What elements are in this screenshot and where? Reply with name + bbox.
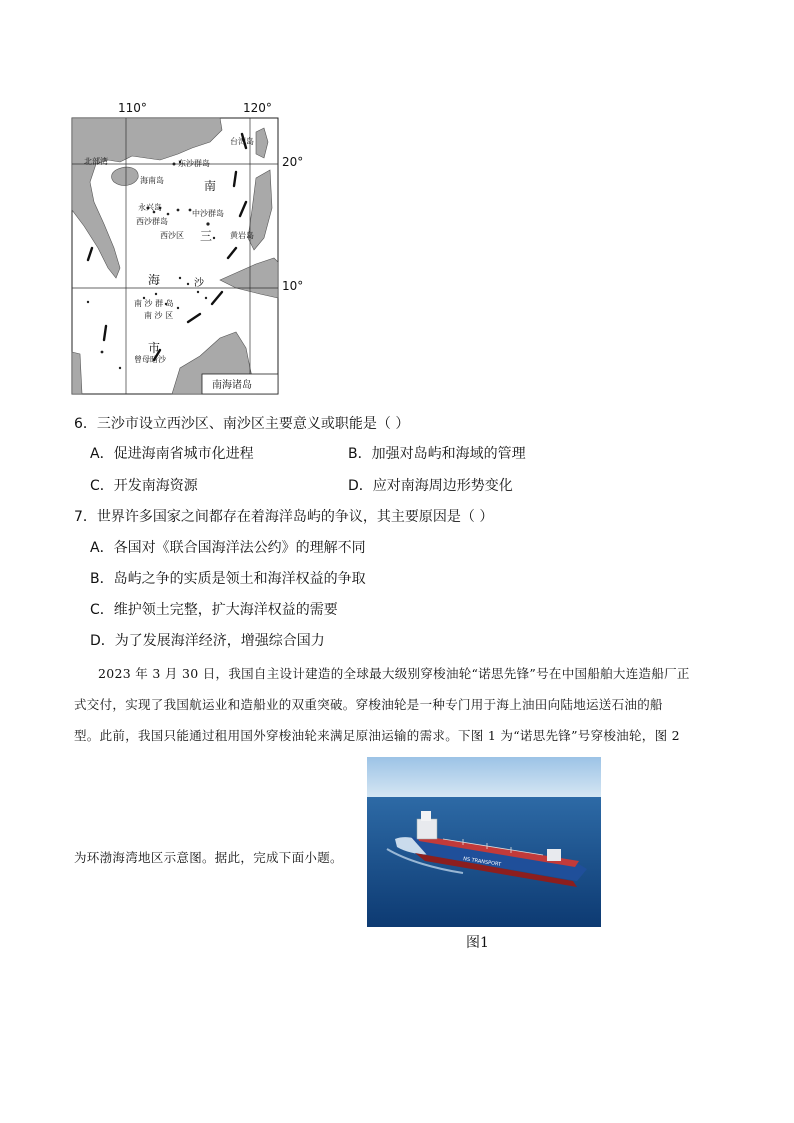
q7-option-a[interactable]: A．各国对《联合国海洋法公约》的理解不同	[90, 540, 366, 556]
q6-option-a[interactable]: A．促进海南省城市化进程	[90, 446, 254, 462]
ship-bridge	[417, 819, 437, 839]
lat-10-label: 10°	[282, 279, 304, 293]
label-hai: 海	[148, 273, 161, 287]
map-title: 南海诸岛	[212, 380, 252, 391]
q6-option-b[interactable]: B．加强对岛屿和海域的管理	[348, 446, 526, 462]
label-nansha-islands: 南 沙 群 岛	[134, 299, 174, 308]
label-yongxing: 永兴岛	[138, 203, 162, 212]
label-nansha-district: 南 沙 区	[144, 311, 174, 320]
label-huangyan: 黄岩岛	[230, 231, 254, 240]
label-taiwan: 台湾岛	[230, 137, 254, 146]
q6-option-d[interactable]: D．应对南海周边形势变化	[348, 478, 513, 494]
label-nan: 南	[204, 179, 217, 193]
passage-line-2: 式交付，实现了我国航运业和造船业的双重突破。穿梭油轮是一种专门用于海上油田向陆地运送石油的船	[74, 697, 663, 712]
label-dongsha: 东沙群岛	[178, 159, 210, 168]
ship-hull-text: NS TRANSPORT	[462, 856, 502, 868]
q6-stem: 6．三沙市设立西沙区、南沙区主要意义或职能是（ ）	[74, 416, 410, 432]
label-xisha-islands: 西沙群岛	[136, 217, 168, 226]
figure-caption: 图1	[466, 935, 489, 951]
passage-line-1: 2023 年 3 月 30 日，我国自主设计建造的全球最大级别穿梭油轮“诺思先锋”号在中国船舶大连造船厂正	[98, 666, 690, 681]
q7-option-c[interactable]: C．维护领土完整，扩大海洋权益的需要	[90, 602, 338, 618]
label-xisha-district: 西沙区	[160, 231, 184, 240]
south-china-sea-map	[60, 98, 304, 400]
label-zengmu: 曾母暗沙	[134, 355, 166, 364]
lon-110-label: 110°	[118, 101, 147, 115]
label-sha: 沙	[194, 278, 204, 289]
passage-line-3: 型。此前，我国只能通过租用国外穿梭油轮来满足原油运输的需求。下图 1 为“诺思先锋”号穿梭油轮，图 2	[74, 728, 680, 743]
label-shi: 市	[148, 341, 161, 355]
q7-option-b[interactable]: B．岛屿之争的实质是领土和海洋权益的争取	[90, 571, 366, 587]
label-zhongsha: 中沙群岛	[192, 209, 224, 218]
lat-20-label: 20°	[282, 155, 304, 169]
label-beibuwan: 北部湾	[84, 157, 108, 166]
q6-option-c[interactable]: C．开发南海资源	[90, 478, 198, 494]
q7-option-d[interactable]: D．为了发展海洋经济，增强综合国力	[90, 633, 325, 649]
q7-stem: 7．世界许多国家之间都存在着海洋岛屿的争议，其主要原因是（ ）	[74, 509, 494, 525]
label-san: 三	[200, 229, 213, 243]
ship-photo	[367, 757, 601, 927]
passage-line-4: 为环渤海湾地区示意图。据此，完成下面小题。	[74, 850, 343, 865]
sky	[367, 757, 601, 797]
label-hainan: 海南岛	[140, 176, 164, 185]
lon-120-label: 120°	[243, 101, 272, 115]
